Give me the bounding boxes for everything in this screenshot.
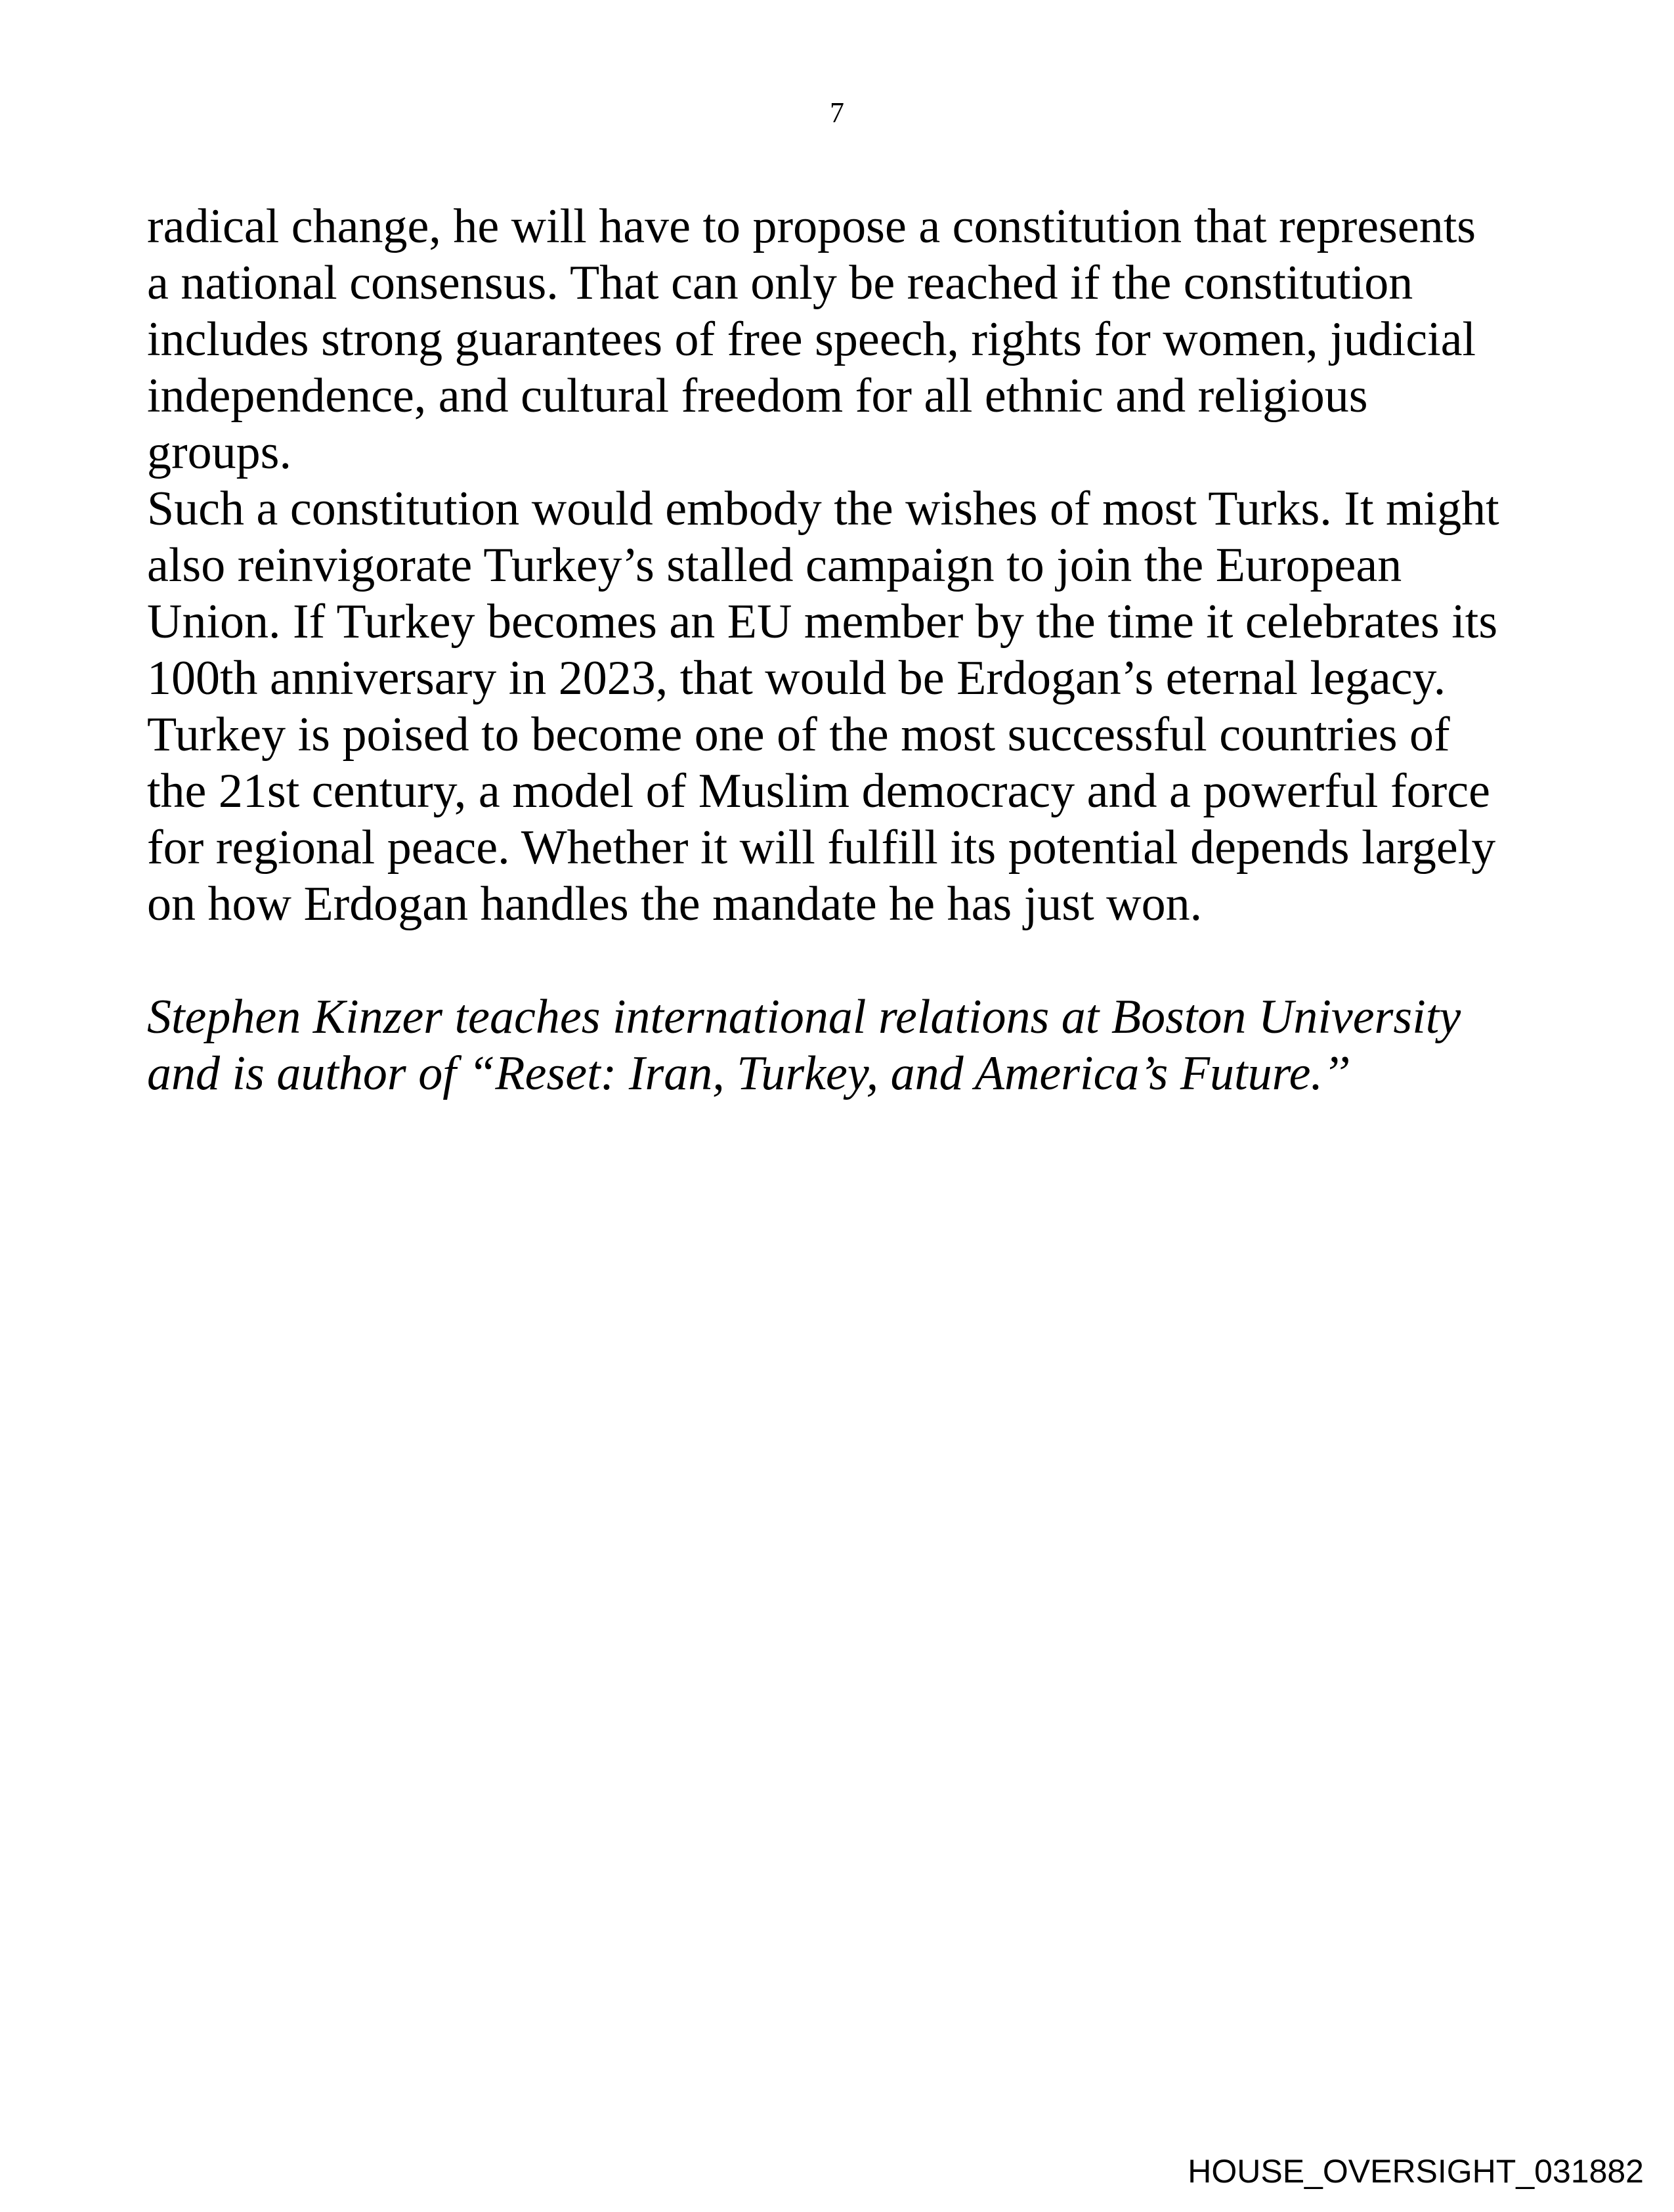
text-line: Such a constitution would embody the wishes of most Turks. It might: [147, 482, 1499, 536]
text-line: independence, and cultural freedom for all ethnic and religious: [147, 369, 1368, 423]
text-line: the 21st century, a model of Muslim democracy and a powerful force: [147, 764, 1490, 818]
text-line: radical change, he will have to propose a constitution that represents: [147, 200, 1476, 253]
bates-number: HOUSE_OVERSIGHT_031882: [1188, 2153, 1644, 2190]
author-bio: [147, 989, 1552, 1102]
paragraph-turkey-potential: [147, 706, 1552, 932]
text-line: and is author of “Reset: Iran, Turkey, and America’s Future.’’: [147, 1047, 1350, 1100]
text-line: a national consensus. That can only be reached if the constitution: [147, 256, 1413, 310]
article-body: [147, 198, 1552, 1102]
paragraph-spacer: [147, 932, 1552, 989]
text-line: groups.: [147, 425, 291, 479]
paragraph-constitution-consensus: [147, 198, 1552, 481]
paragraph-eu-membership: [147, 481, 1552, 706]
text-line: 100th anniversary in 2023, that would be Erdogan’s eternal legacy.: [147, 651, 1446, 705]
text-line: also reinvigorate Turkey’s stalled campaign to join the European: [147, 538, 1402, 592]
text-line: Union. If Turkey becomes an EU member by the time it celebrates its: [147, 595, 1498, 649]
text-line: includes strong guarantees of free speech, rights for women, judicial: [147, 313, 1476, 366]
text-line: on how Erdogan handles the mandate he has just won.: [147, 877, 1203, 931]
page-number: 7: [830, 97, 844, 129]
text-line: Stephen Kinzer teaches international relations at Boston University: [147, 990, 1461, 1044]
text-line: Turkey is poised to become one of the most successful countries of: [147, 708, 1450, 762]
text-line: for regional peace. Whether it will fulfill its potential depends largely: [147, 821, 1496, 875]
